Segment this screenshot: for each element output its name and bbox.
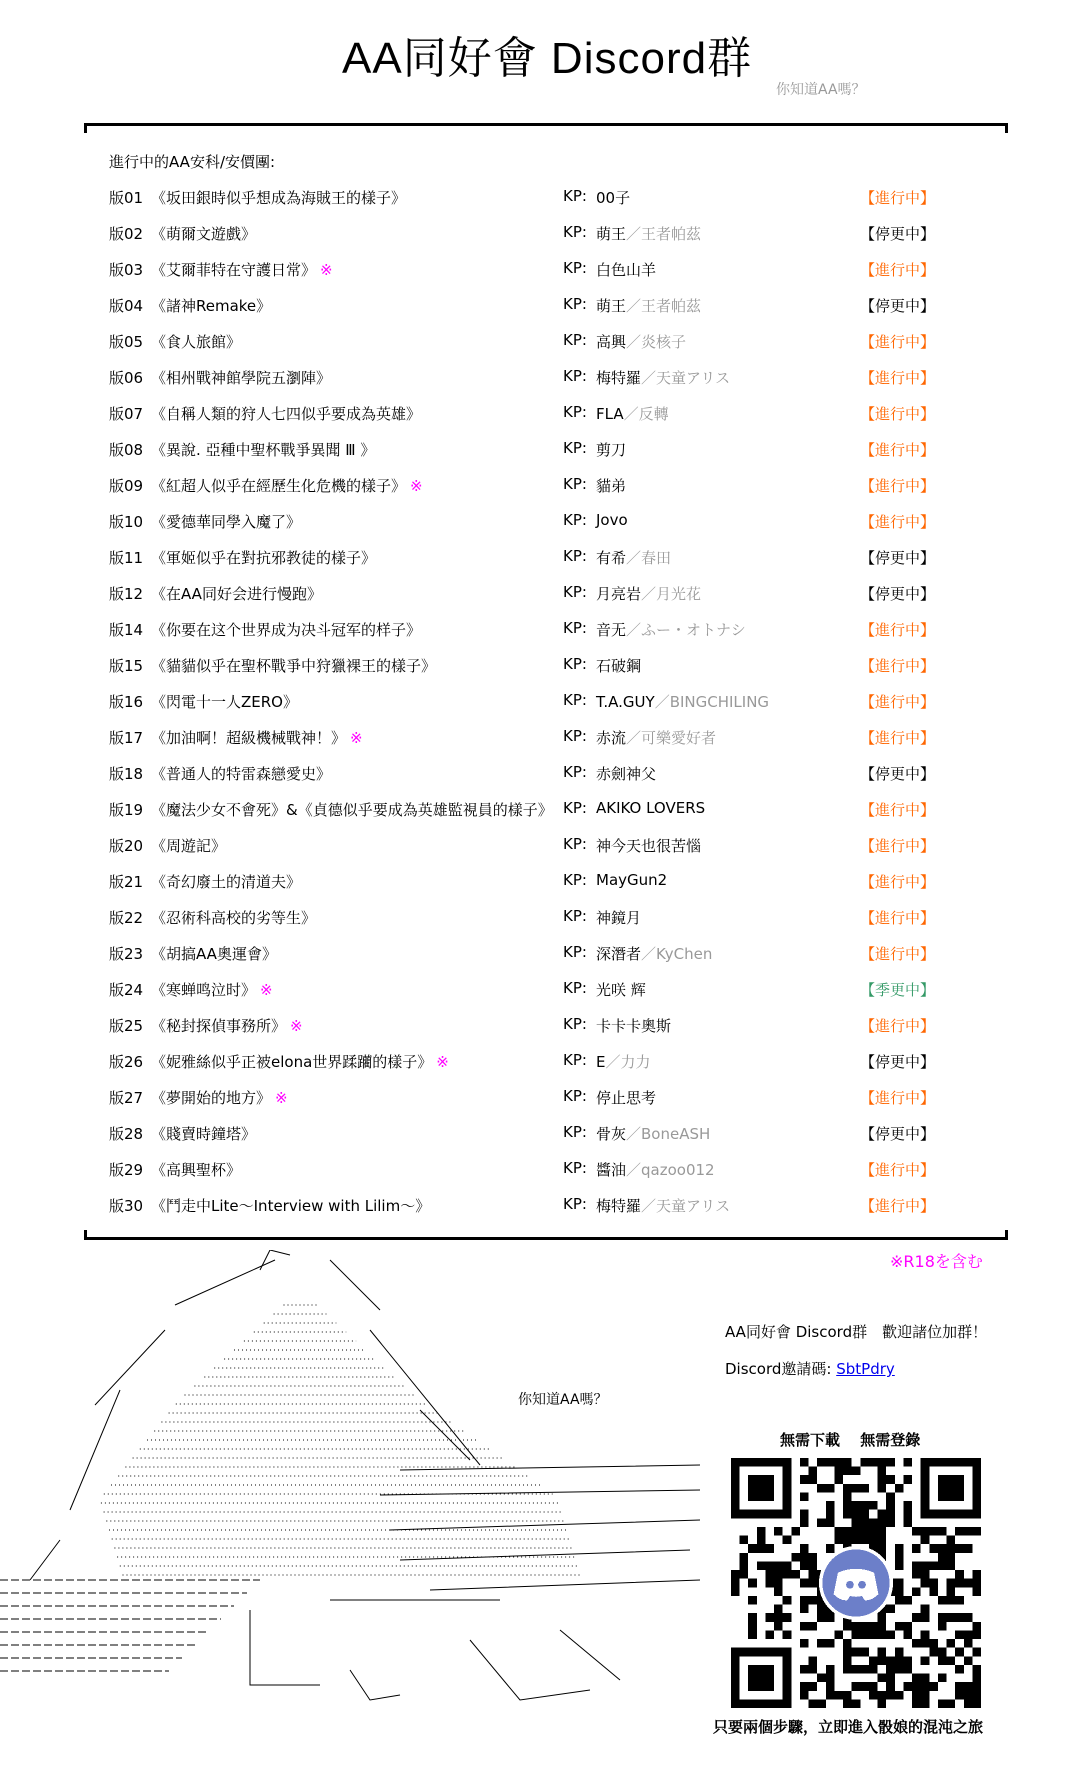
kp-name: 梅特羅 [596, 369, 642, 387]
kp-label: KP: [563, 727, 587, 745]
status-badge: 【季更中】 [860, 981, 936, 999]
kp-names [596, 223, 701, 244]
board-number: 版04 [109, 297, 144, 315]
board-number: 版03 [109, 261, 144, 279]
session-title [151, 583, 322, 604]
kp-names [596, 1195, 730, 1216]
kp-names [596, 619, 746, 640]
title-text: 《忍術科高校的劣等生》 [151, 909, 317, 927]
kp-label: KP: [563, 295, 587, 313]
session-title [151, 1123, 256, 1144]
list-item [0, 1123, 1080, 1147]
status-badge: 【進行中】 [860, 657, 936, 675]
title-text: 《異說. 亞種中聖杯戰爭異聞 Ⅲ 》 [151, 441, 376, 459]
status-badge: 【進行中】 [860, 405, 936, 423]
session-title [151, 187, 406, 208]
title-text: 《自稱人類的狩人七四似乎要成為英雄》 [151, 405, 422, 423]
kp-label: KP: [563, 187, 587, 205]
board-number: 版17 [109, 729, 144, 747]
session-title [151, 799, 553, 820]
kp-names [596, 1159, 715, 1180]
r18-mark-icon: ※ [350, 729, 363, 747]
list-item [0, 439, 1080, 463]
board-number: 版30 [109, 1197, 144, 1215]
kp-name: AKIKO LOVERS [596, 799, 706, 817]
list-item [0, 295, 1080, 319]
status-badge: 【進行中】 [860, 945, 936, 963]
board-number: 版06 [109, 369, 144, 387]
kp-label: KP: [563, 1087, 587, 1105]
board-number: 版23 [109, 945, 144, 963]
board-number: 版29 [109, 1161, 144, 1179]
status-badge: 【進行中】 [860, 801, 936, 819]
kp-names [596, 1051, 651, 1072]
kp-label: KP: [563, 871, 587, 889]
board-number: 版27 [109, 1089, 144, 1107]
kp-names [596, 763, 656, 784]
board-number: 版21 [109, 873, 144, 891]
list-item [0, 583, 1080, 607]
status-badge: 【進行中】 [860, 369, 936, 387]
title-text: 《夢開始的地方》 [151, 1089, 272, 1107]
kp-names [596, 871, 667, 889]
title-text: 《寒蝉鸣泣时》 [151, 981, 257, 999]
kp-alias: ／天童アリス [641, 1197, 731, 1215]
kp-label: KP: [563, 1123, 587, 1141]
kp-names [596, 295, 701, 316]
session-title [151, 655, 436, 676]
kp-name: 停止思考 [596, 1089, 657, 1107]
kp-label: KP: [563, 619, 587, 637]
title-text: 《高興聖杯》 [151, 1161, 242, 1179]
title-text: 《鬥走中Lite～Interview with Lilim～》 [151, 1197, 431, 1215]
page-title: AA同好會 Discord群 [342, 34, 753, 83]
title-text: 《艾爾菲特在守護日常》 [151, 261, 317, 279]
list-item [0, 511, 1080, 535]
status-badge: 【進行中】 [860, 837, 936, 855]
list-item [0, 691, 1080, 715]
kp-name: 00子 [596, 189, 631, 207]
r18-note: ※R18を含む [890, 1252, 983, 1271]
kp-names [596, 259, 656, 280]
title-text: 《軍姬似乎在對抗邪教徒的樣子》 [151, 549, 377, 567]
board-number: 版08 [109, 441, 144, 459]
kp-label: KP: [563, 835, 587, 853]
kp-name: E [596, 1053, 606, 1071]
kp-alias: ／王者帕茲 [626, 225, 702, 243]
kp-names [596, 187, 630, 208]
kp-alias: ／ふー・オトナシ [626, 621, 746, 639]
list-item [0, 1087, 1080, 1111]
r18-mark-icon: ※ [260, 981, 273, 999]
kp-label: KP: [563, 583, 587, 601]
session-title [151, 259, 333, 280]
kp-label: KP: [563, 439, 587, 457]
kp-names [596, 511, 628, 529]
kp-name: 月亮岩 [596, 585, 642, 603]
kp-alias: ／qazoo012 [626, 1161, 715, 1179]
status-badge: 【進行中】 [860, 729, 936, 747]
title-text: 《秘封探偵事務所》 [151, 1017, 287, 1035]
board-number: 版01 [109, 189, 144, 207]
session-title [151, 1087, 288, 1108]
list-item [0, 547, 1080, 571]
kp-names [596, 1123, 710, 1144]
board-number: 版11 [109, 549, 144, 567]
kp-name: 醬油 [596, 1161, 627, 1179]
session-title [151, 367, 331, 388]
kp-alias: ／BoneASH [626, 1125, 711, 1143]
kp-name: 光咲 辉 [596, 981, 646, 999]
list-item [0, 1051, 1080, 1075]
session-title [151, 331, 241, 352]
list-item [0, 619, 1080, 643]
kp-label: KP: [563, 223, 587, 241]
list-item [0, 1195, 1080, 1219]
status-badge: 【停更中】 [860, 1125, 936, 1143]
list-item [0, 367, 1080, 391]
list-item [0, 727, 1080, 751]
kp-names [596, 943, 712, 964]
session-title [151, 691, 298, 712]
kp-name: 卡卡卡奧斯 [596, 1017, 672, 1035]
board-number: 版12 [109, 585, 144, 603]
board-number: 版02 [109, 225, 144, 243]
kp-names [596, 979, 646, 1000]
title-text: 《諸神Remake》 [151, 297, 272, 315]
kp-label: KP: [563, 799, 587, 817]
title-text: 《奇幻廢土的清道夫》 [151, 873, 302, 891]
status-badge: 【進行中】 [860, 909, 936, 927]
status-badge: 【停更中】 [860, 225, 936, 243]
kp-label: KP: [563, 1195, 587, 1213]
invite-code-link[interactable]: SbtPdry [836, 1360, 895, 1378]
kp-names [596, 403, 669, 424]
board-number: 版09 [109, 477, 144, 495]
session-title [151, 871, 301, 892]
title-text: 《萌爾文遊戲》 [151, 225, 257, 243]
kp-name: 骨灰 [596, 1125, 627, 1143]
title-text: 《普通人的特雷森戀愛史》 [151, 765, 332, 783]
kp-label: KP: [563, 943, 587, 961]
kp-label: KP: [563, 547, 587, 565]
status-badge: 【進行中】 [860, 333, 936, 351]
title-text: 《妮雅絲似乎正被elona世界蹂躪的樣子》 [151, 1053, 433, 1071]
kp-name: T.A.GUY [596, 693, 655, 711]
kp-alias: ／炎核子 [626, 333, 687, 351]
kp-alias: ／天童アリス [641, 369, 731, 387]
title-text: 《貓貓似乎在聖杯戰爭中狩獵裸王的樣子》 [151, 657, 437, 675]
board-number: 版25 [109, 1017, 144, 1035]
list-item [0, 871, 1080, 895]
board-number: 版07 [109, 405, 144, 423]
kp-label: KP: [563, 259, 587, 277]
kp-label: KP: [563, 1015, 587, 1033]
discord-qr-code[interactable] [731, 1458, 981, 1708]
kp-label: KP: [563, 655, 587, 673]
status-badge: 【進行中】 [860, 1197, 936, 1215]
title-text: 《愛德華同學入魔了》 [151, 513, 302, 531]
kp-label: KP: [563, 691, 587, 709]
list-item [0, 799, 1080, 823]
kp-names [596, 835, 701, 856]
session-title [151, 295, 271, 316]
kp-name: FLA [596, 405, 624, 423]
board-number: 版14 [109, 621, 144, 639]
list-item [0, 943, 1080, 967]
board-number: 版28 [109, 1125, 144, 1143]
session-title [151, 1195, 430, 1216]
kp-name: 有希 [596, 549, 627, 567]
kp-label: KP: [563, 367, 587, 385]
status-badge: 【進行中】 [860, 1017, 936, 1035]
kp-name: 深潛者 [596, 945, 642, 963]
kp-alias: ／力力 [605, 1053, 651, 1071]
invite-line [725, 1358, 895, 1379]
qr-heading: 無需下載 無需登錄 [780, 1431, 921, 1449]
kp-label: KP: [563, 907, 587, 925]
kp-names [596, 367, 730, 388]
board-number: 版05 [109, 333, 144, 351]
page-subtitle: 你知道AA嗎？ [776, 82, 866, 98]
kp-names [596, 439, 626, 460]
status-badge: 【進行中】 [860, 477, 936, 495]
title-text: 《紅超人似乎在經歷生化危機的樣子》 [151, 477, 407, 495]
title-text: 《你要在这个世界成为决斗冠军的样子》 [151, 621, 422, 639]
board-number: 版19 [109, 801, 144, 819]
invite-label: Discord邀請碼: [725, 1360, 832, 1378]
list-item [0, 1159, 1080, 1183]
kp-alias: ／王者帕茲 [626, 297, 702, 315]
title-text: 《食人旅館》 [151, 333, 242, 351]
session-title [151, 1051, 449, 1072]
kp-name: 貓弟 [596, 477, 627, 495]
kp-name: 神鏡月 [596, 909, 642, 927]
session-title [151, 1159, 241, 1180]
session-title [151, 403, 421, 424]
status-badge: 【停更中】 [860, 549, 936, 567]
status-badge: 【停更中】 [860, 585, 936, 603]
kp-name: 赤劍神父 [596, 765, 657, 783]
status-badge: 【停更中】 [860, 1053, 936, 1071]
session-title [151, 439, 375, 460]
status-badge: 【進行中】 [860, 621, 936, 639]
kp-name: 梅特羅 [596, 1197, 642, 1215]
title-text: 《坂田銀時似乎想成為海賊王的樣子》 [151, 189, 407, 207]
session-title [151, 619, 421, 640]
board-number: 版15 [109, 657, 144, 675]
list-item [0, 979, 1080, 1003]
kp-name: 石破鋼 [596, 657, 642, 675]
board-number: 版10 [109, 513, 144, 531]
list-item [0, 1015, 1080, 1039]
discord-logo-icon [819, 1546, 893, 1620]
board-number: 版22 [109, 909, 144, 927]
title-text: 《在AA同好会进行慢跑》 [151, 585, 322, 603]
list-item [0, 259, 1080, 283]
title-text: 《閃電十一人ZERO》 [151, 693, 298, 711]
frame-bottom-divider [84, 1237, 1008, 1240]
kp-name: Jovo [596, 511, 628, 529]
board-number: 版16 [109, 693, 144, 711]
r18-mark-icon: ※ [410, 477, 423, 495]
session-title [151, 511, 301, 532]
session-title [151, 223, 256, 244]
status-badge: 【進行中】 [860, 261, 936, 279]
board-number: 版18 [109, 765, 144, 783]
list-item [0, 403, 1080, 427]
kp-alias: ／可樂愛好者 [626, 729, 717, 747]
kp-name: 剪刀 [596, 441, 627, 459]
title-text: 《加油啊！超級機械戰神！》 [151, 729, 347, 747]
art-caption: 你知道AA嗎？ [518, 1392, 608, 1408]
board-number: 版20 [109, 837, 144, 855]
kp-name: 高興 [596, 333, 627, 351]
kp-names [596, 799, 705, 817]
session-title [151, 943, 277, 964]
kp-names [596, 655, 641, 676]
list-item [0, 907, 1080, 931]
kp-alias: ／春田 [626, 549, 672, 567]
kp-label: KP: [563, 763, 587, 781]
status-badge: 【進行中】 [860, 441, 936, 459]
kp-names [596, 1015, 671, 1036]
title-text: 《相州戰神館學院五瀏陣》 [151, 369, 332, 387]
title-text: 《魔法少女不會死》&《貞德似乎要成為英雄監視員的樣子》 [151, 801, 553, 819]
session-title [151, 979, 273, 1000]
qr-caption: 只要兩個步驟，立即進入骰娘的混沌之旅 [713, 1718, 984, 1736]
kp-name: 白色山羊 [596, 261, 657, 279]
kp-names [596, 727, 716, 748]
list-item [0, 655, 1080, 679]
session-title [151, 547, 376, 568]
r18-mark-icon: ※ [436, 1053, 449, 1071]
kp-alias: ／反轉 [623, 405, 669, 423]
list-item [0, 763, 1080, 787]
kp-names [596, 331, 686, 352]
r18-mark-icon: ※ [275, 1089, 288, 1107]
status-badge: 【停更中】 [860, 765, 936, 783]
kp-names [596, 691, 769, 712]
board-number: 版24 [109, 981, 144, 999]
kp-label: KP: [563, 331, 587, 349]
kp-name: 萌王 [596, 297, 627, 315]
session-title [151, 835, 226, 856]
list-item [0, 331, 1080, 355]
kp-label: KP: [563, 979, 587, 997]
status-badge: 【進行中】 [860, 1089, 936, 1107]
status-badge: 【進行中】 [860, 513, 936, 531]
board-number: 版26 [109, 1053, 144, 1071]
ascii-art-illustration [0, 1250, 700, 1750]
r18-mark-icon: ※ [290, 1017, 303, 1035]
status-badge: 【停更中】 [860, 297, 936, 315]
kp-name: 萌王 [596, 225, 627, 243]
session-title [151, 727, 363, 748]
kp-label: KP: [563, 1159, 587, 1177]
status-badge: 【進行中】 [860, 693, 936, 711]
kp-name: 音无 [596, 621, 627, 639]
kp-label: KP: [563, 1051, 587, 1069]
session-title [151, 907, 316, 928]
kp-alias: ／月光花 [641, 585, 702, 603]
kp-names [596, 907, 641, 928]
list-item [0, 475, 1080, 499]
session-title [151, 1015, 303, 1036]
welcome-text: AA同好會 Discord群 歡迎諸位加群！ [725, 1323, 988, 1341]
kp-names [596, 547, 671, 568]
r18-mark-icon: ※ [320, 261, 333, 279]
session-title [151, 475, 423, 496]
list-item [0, 835, 1080, 859]
kp-name: 神今天也很苦惱 [596, 837, 702, 855]
list-item [0, 223, 1080, 247]
session-title [151, 763, 331, 784]
kp-name: MayGun2 [596, 871, 668, 889]
kp-alias: ／KyChen [641, 945, 713, 963]
kp-label: KP: [563, 403, 587, 421]
list-item [0, 187, 1080, 211]
frame-top-divider [84, 123, 1008, 126]
status-badge: 【進行中】 [860, 1161, 936, 1179]
kp-names [596, 1087, 656, 1108]
list-heading: 進行中的AA安科/安價團: [109, 153, 276, 171]
kp-label: KP: [563, 511, 587, 529]
status-badge: 【進行中】 [860, 873, 936, 891]
status-badge: 【進行中】 [860, 189, 936, 207]
kp-names [596, 583, 701, 604]
title-text: 《周遊記》 [151, 837, 227, 855]
title-text: 《賤賣時鐘塔》 [151, 1125, 257, 1143]
kp-label: KP: [563, 475, 587, 493]
kp-names [596, 475, 626, 496]
kp-name: 赤流 [596, 729, 627, 747]
kp-alias: ／BINGCHILING [654, 693, 770, 711]
title-text: 《胡搞AA奧運會》 [151, 945, 277, 963]
